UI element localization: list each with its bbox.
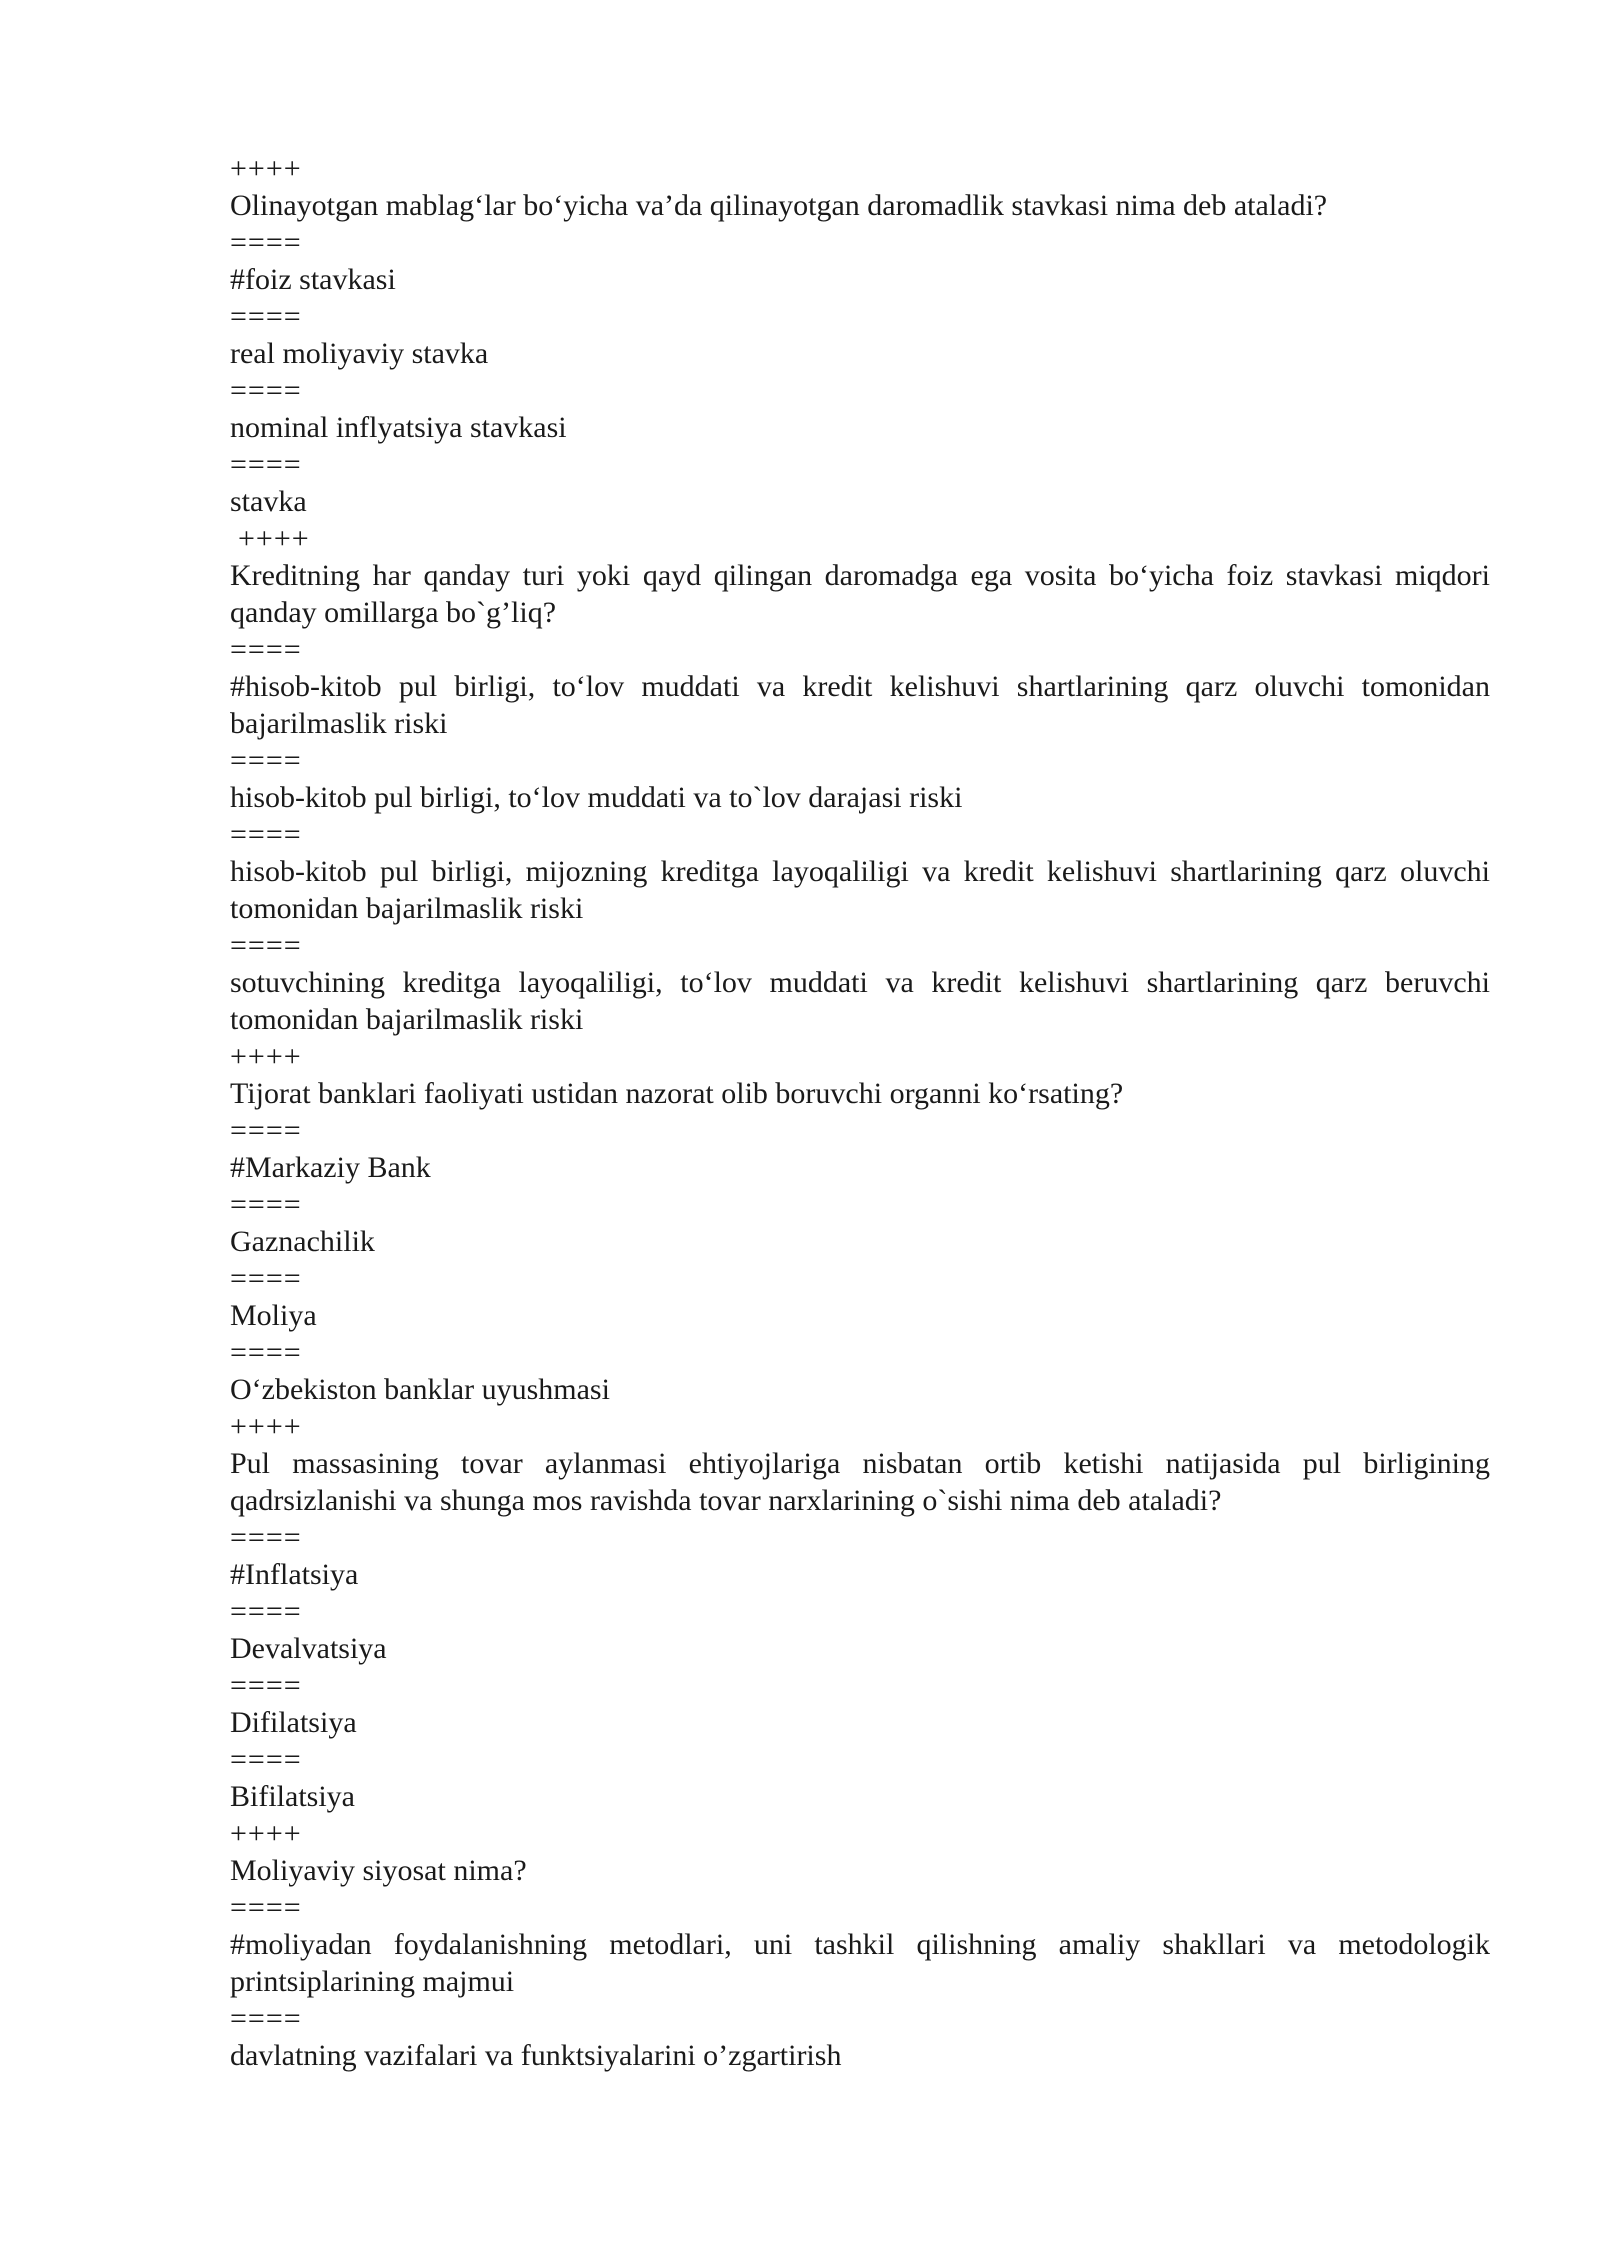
question-text: Kreditning har qanday turi yoki qayd qilingan daromadga ega vosita bo‘yicha foiz stavkasi miqdori qanday omillarga bo`g’liq? (230, 559, 1490, 629)
answer-option: nominal inflyatsiya stavkasi (230, 411, 567, 444)
document-page (230, 150, 1490, 2074)
answer-separator: ==== (230, 929, 302, 962)
answer-separator: ==== (230, 1114, 302, 1147)
answer-separator: ==== (230, 300, 302, 333)
question-text: Moliyaviy siyosat nima? (230, 1854, 527, 1887)
answer-option: #moliyadan foydalanishning metodlari, uni tashkil qilishning amaliy shakllari va metodologik printsiplarining majmui (230, 1928, 1490, 1998)
answer-option: Moliya (230, 1299, 317, 1332)
answer-separator: ==== (230, 2002, 302, 2035)
answer-separator: ==== (230, 1521, 302, 1554)
answer-option: Devalvatsiya (230, 1632, 387, 1665)
answer-separator: ==== (230, 448, 302, 481)
question-separator: ++++ (230, 152, 302, 185)
answer-option: hisob-kitob pul birligi, to‘lov muddati va to`lov darajasi riski (230, 781, 963, 814)
question-separator: ++++ (238, 522, 310, 555)
answer-separator: ==== (230, 1595, 302, 1628)
answer-option: Difilatsiya (230, 1706, 357, 1739)
answer-option: sotuvchining kreditga layoqaliligi, to‘lov muddati va kredit kelishuvi shartlarining qarz beruvchi tomonidan bajarilmaslik riski (230, 966, 1490, 1036)
answer-separator: ==== (230, 744, 302, 777)
answer-separator: ==== (230, 1669, 302, 1702)
answer-separator: ==== (230, 633, 302, 666)
answer-option: Gaznachilik (230, 1225, 375, 1258)
question-separator: ++++ (230, 1040, 302, 1073)
answer-separator: ==== (230, 1743, 302, 1776)
question-text: Tijorat banklari faoliyati ustidan nazorat olib boruvchi organni ko‘rsating? (230, 1077, 1124, 1110)
answer-option: #Inflatsiya (230, 1558, 359, 1591)
answer-separator: ==== (230, 226, 302, 259)
answer-separator: ==== (230, 1891, 302, 1924)
answer-option: davlatning vazifalari va funktsiyalarini o’zgartirish (230, 2039, 842, 2072)
answer-separator: ==== (230, 818, 302, 851)
answer-option: hisob-kitob pul birligi, mijozning kreditga layoqaliligi va kredit kelishuvi shartlarining qarz oluvchi tomonidan bajarilmaslik riski (230, 855, 1490, 925)
question-text: Olinayotgan mablag‘lar bo‘yicha va’da qilinayotgan daromadlik stavkasi nima deb ataladi? (230, 189, 1328, 222)
answer-separator: ==== (230, 1262, 302, 1295)
question-text: Pul massasining tovar aylanmasi ehtiyojlariga nisbatan ortib ketishi natijasida pul birligining qadrsizlanishi va shunga mos ravishda tovar narxlarining o`sishi nima deb ataladi? (230, 1447, 1490, 1517)
answer-separator: ==== (230, 1188, 302, 1221)
answer-separator: ==== (230, 1336, 302, 1369)
answer-option: #Markaziy Bank (230, 1151, 431, 1184)
answer-option: O‘zbekiston banklar uyushmasi (230, 1373, 610, 1406)
answer-separator: ==== (230, 374, 302, 407)
question-separator: ++++ (230, 1410, 302, 1443)
answer-option: Bifilatsiya (230, 1780, 355, 1813)
answer-option: #foiz stavkasi (230, 263, 396, 296)
answer-option: real moliyaviy stavka (230, 337, 489, 370)
answer-option: #hisob-kitob pul birligi, to‘lov muddati va kredit kelishuvi shartlarining qarz oluvchi tomonidan bajarilmaslik riski (230, 670, 1490, 740)
question-separator: ++++ (230, 1817, 302, 1850)
answer-option: stavka (230, 485, 307, 518)
